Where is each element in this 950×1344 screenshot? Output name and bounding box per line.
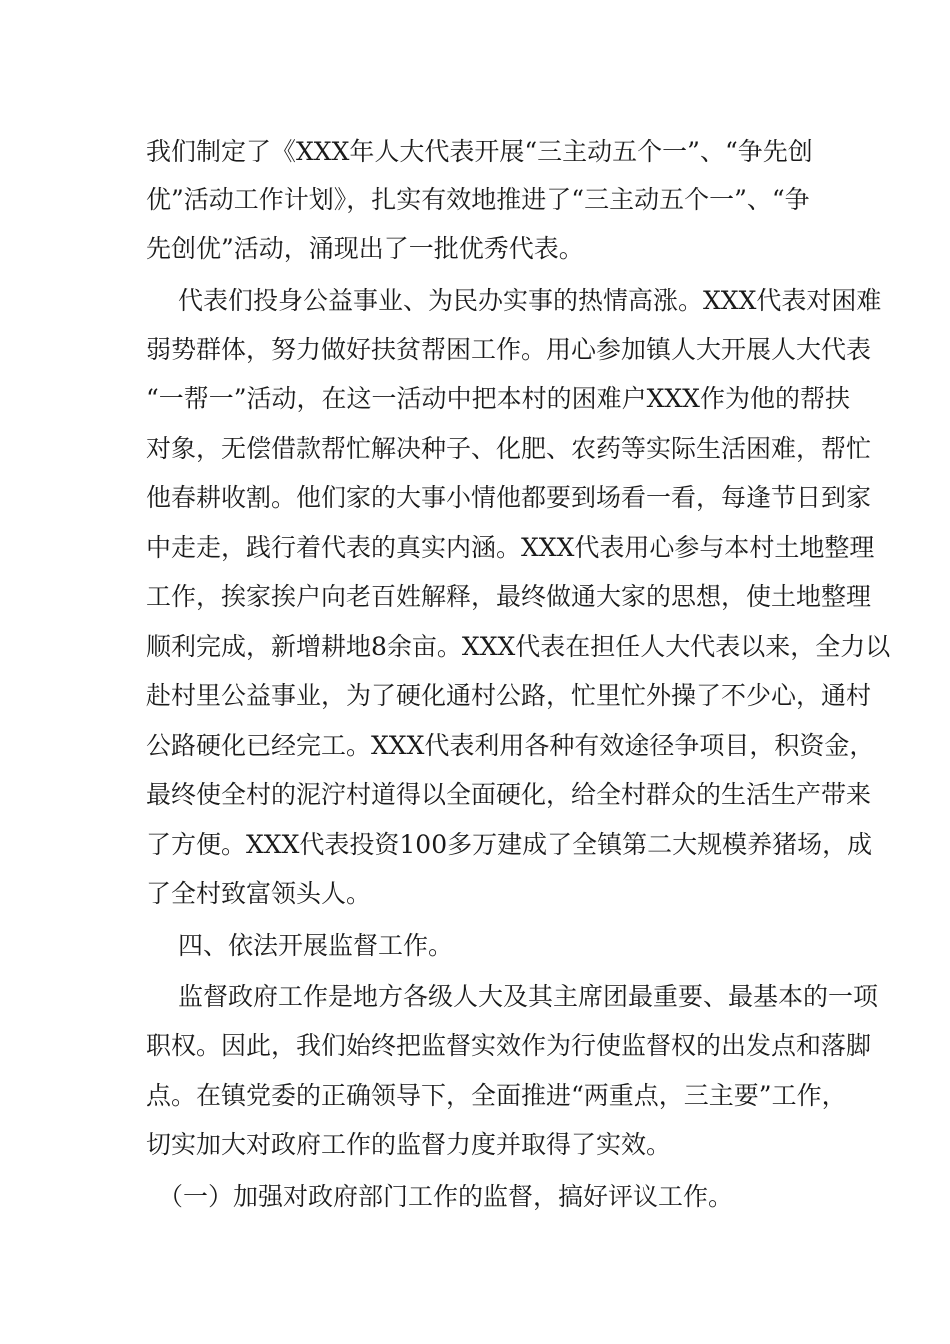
text-line-3: 先创优”活动，涌现出了一批优秀代表。 [146, 234, 584, 263]
text-line-12: 赴村里公益事业，为了硬化通村公路，忙里忙外操了不少心，通村 [146, 681, 872, 710]
text-line-8: 他春耕收割。他们家的大事小情他都要到场看一看，每逢节日到家 [146, 483, 872, 512]
text-line-21: 切实加大对政府工作的监督力度并取得了实效。 [146, 1130, 672, 1159]
text-line-10: 工作，挨家挨户向老百姓解释，最终做通大家的思想，使土地整理 [146, 582, 872, 611]
text-line-2: 优”活动工作计划》，扎实有效地推进了“三主动五个一”、“争 [146, 185, 810, 214]
text-line-20: 点。在镇党委的正确领导下，全面推进“两重点，三主要”工作， [146, 1081, 847, 1110]
text-line-11: 顺利完成，新增耕地8余亩。XXX代表在担任人大代表以来，全力以 [146, 632, 891, 661]
text-line-7: 对象，无偿借款帮忙解决种子、化肥、农药等实际生活困难，帮忙 [146, 434, 872, 463]
text-line-1: 我们制定了《XXX年人大代表开展“三主动五个一”、“争先创 [146, 137, 813, 166]
text-line-13: 公路硬化已经完工。XXX代表利用各种有效途径争项目，积资金， [146, 731, 875, 760]
text-line-16: 了全村致富领头人。 [146, 879, 372, 908]
section-heading: 四、依法开展监督工作。 [178, 931, 454, 960]
text-line-5: 弱势群体，努力做好扶贫帮困工作。用心参加镇人大开展人大代表 [146, 335, 872, 364]
text-line-14: 最终使全村的泥泞村道得以全面硬化，给全村群众的生活生产带来 [146, 780, 872, 809]
text-line-15: 了方便。XXX代表投资100多万建成了全镇第二大规模养猪场，成 [146, 830, 873, 859]
text-line-9: 中走走，践行着代表的真实内涵。XXX代表用心参与本村土地整理 [146, 533, 875, 562]
text-line-6: “一帮一”活动，在这一活动中把本村的困难户XXX作为他的帮扶 [146, 384, 850, 413]
subsection-heading: （一）加强对政府部门工作的监督，搞好评议工作。 [158, 1182, 734, 1211]
text-line-19: 职权。因此，我们始终把监督实效作为行使监督权的出发点和落脚 [146, 1031, 872, 1060]
paragraph-start-line: 监督政府工作是地方各级人大及其主席团最重要、最基本的一项 [178, 982, 879, 1011]
paragraph-start-line: 代表们投身公益事业、为民办实事的热情高涨。XXX代表对困难 [178, 286, 882, 315]
